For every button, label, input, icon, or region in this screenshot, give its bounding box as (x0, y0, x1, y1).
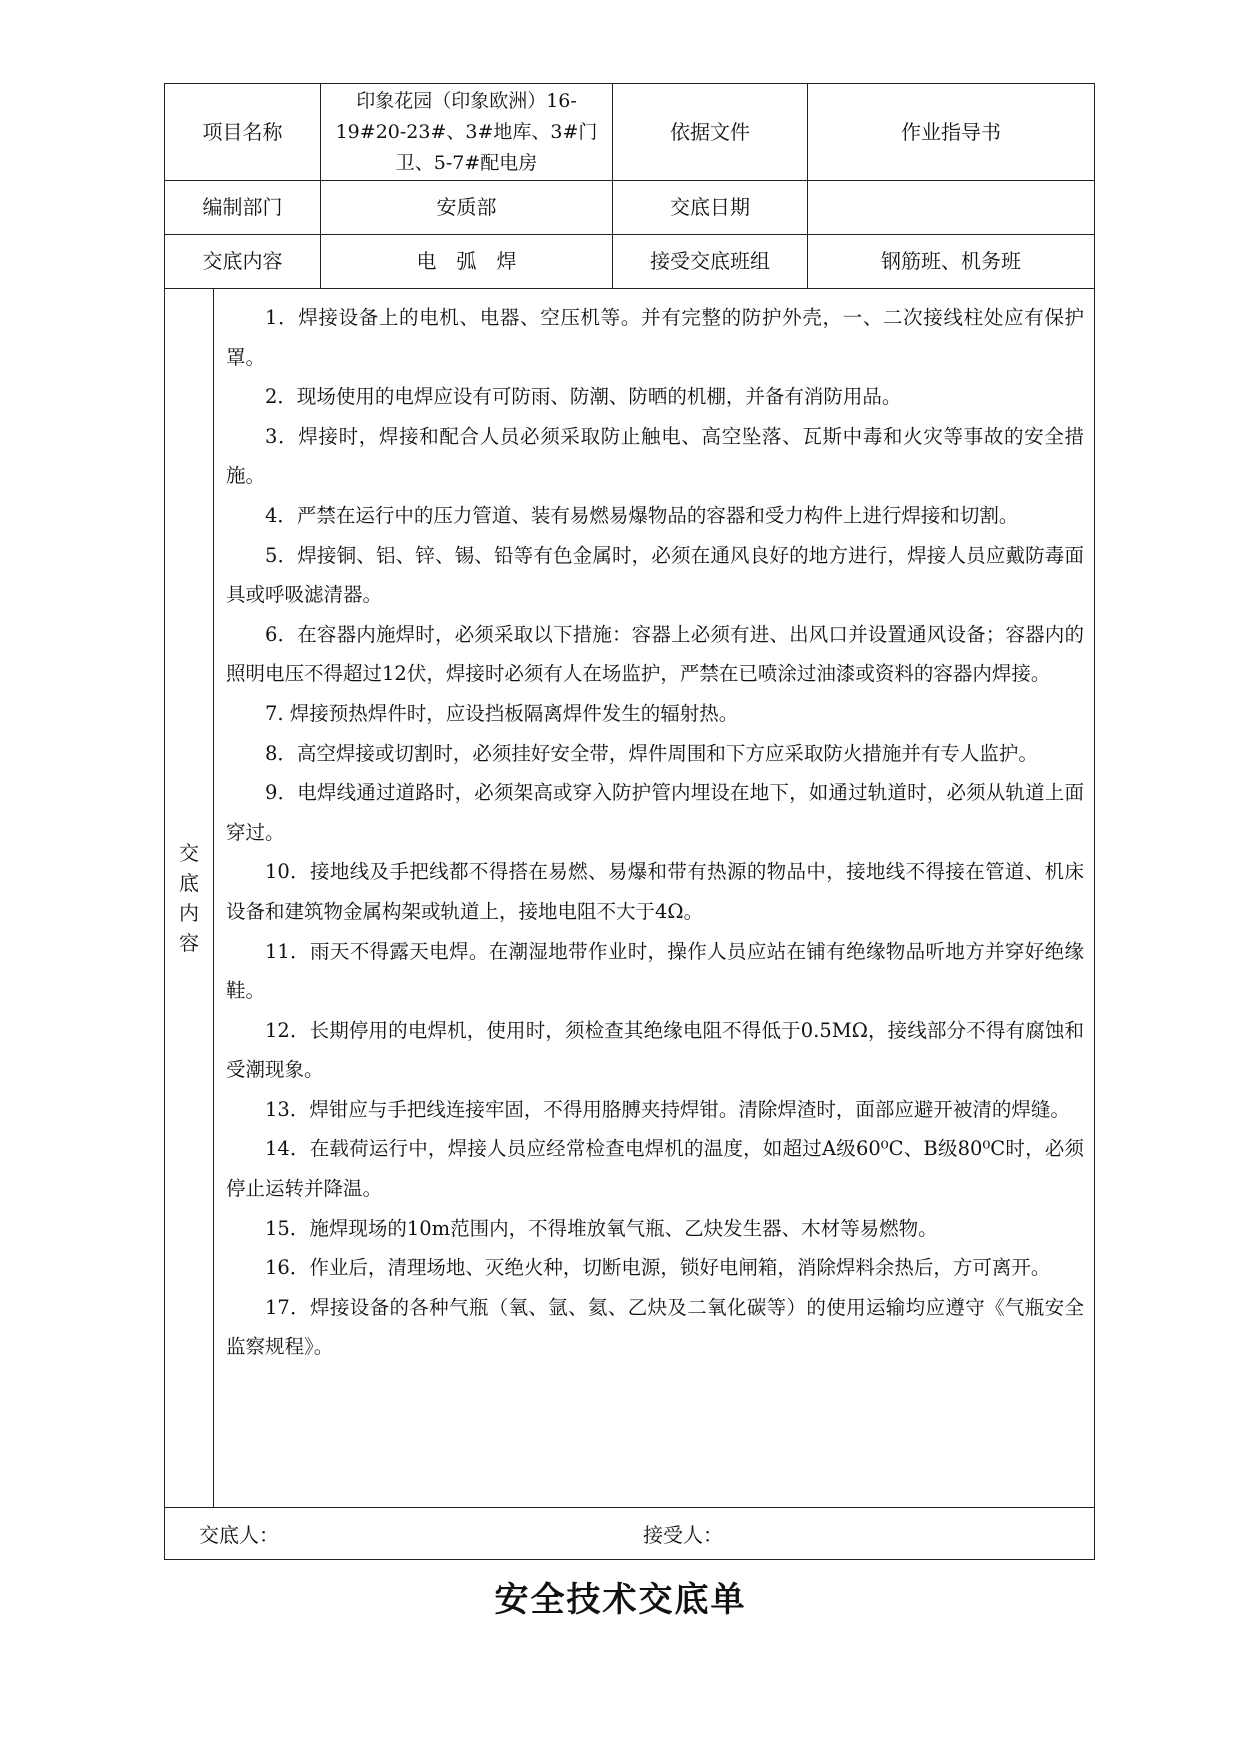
briefing-items (214, 289, 1094, 1507)
header-row-department (165, 181, 1094, 235)
briefing-giver-label: 交底人： (199, 1523, 279, 1547)
briefing-item: 6．在容器内施焊时，必须采取以下措施：容器上必须有进、出风口并设置通风设备；容器内的照明电压不得超过12伏，焊接时必须有人在场监护，严禁在已喷涂过油漆或资料的容器内焊接。 (226, 622, 1084, 686)
body-side-label: 交底内容 (179, 841, 199, 955)
briefing-content-value: 电 弧 焊 (321, 235, 613, 288)
basis-document-value: 作业指导书 (901, 119, 1001, 144)
department-value: 安质部 (321, 181, 613, 234)
briefing-item: 15．施焊现场的10m范围内，不得堆放氧气瓶、乙炔发生器、木材等易燃物。 (265, 1216, 938, 1240)
briefing-item: 9．电焊线通过道路时，必须架高或穿入防护管内埋设在地下，如通过轨道时，必须从轨道上面穿过。 (226, 781, 1084, 844)
briefing-item: 14．在载荷运行中，焊接人员应经常检查电焊机的温度，如超过A级60⁰C、B级80⁰C时，必须停止运转并降温。 (226, 1137, 1084, 1201)
briefing-date-label: 交底日期 (613, 181, 808, 234)
briefing-receiver-label: 接受人： (643, 1523, 723, 1547)
briefing-date-value (808, 181, 1094, 234)
document-title: 安全技术交底单 (494, 1580, 747, 1620)
header-row-content (165, 235, 1094, 289)
project-name-label: 项目名称 (165, 84, 321, 180)
briefing-item: 10．接地线及手把线都不得搭在易燃、易爆和带有热源的物品中，接地线不得接在管道、机床设备和建筑物金属构架或轨道上，接地电阻不大于4Ω。 (226, 860, 1084, 923)
briefing-item: 13．焊钳应与手把线连接牢固，不得用胳膊夹持焊钳。清除焊渣时，面部应避开被清的焊缝。 (265, 1097, 1070, 1121)
header-row-project (165, 84, 1094, 181)
briefing-item: 8．高空焊接或切割时，必须挂好安全带，焊件周围和下方应采取防火措施并有专人监护。 (265, 741, 1038, 765)
briefing-content-label: 交底内容 (165, 235, 321, 288)
briefing-item: 4．严禁在运行中的压力管道、装有易燃易爆物品的容器和受力构件上进行焊接和切割。 (265, 503, 1019, 527)
briefing-item: 3．焊接时，焊接和配合人员必须采取防止触电、高空坠落、瓦斯中毒和火灾等事故的安全措施。 (226, 424, 1084, 488)
signature-row (165, 1508, 1094, 1559)
briefing-body (165, 289, 1094, 1508)
briefing-item: 5．焊接铜、铝、锌、锡、铅等有色金属时，必须在通风良好的地方进行，焊接人员应戴防毒面具或呼吸滤清器。 (226, 543, 1084, 607)
briefing-item: 7. 焊接预热焊件时，应设挡板隔离焊件发生的辐射热。 (265, 701, 739, 725)
receiving-team-value: 钢筋班、机务班 (881, 249, 1021, 273)
department-label: 编制部门 (165, 181, 321, 234)
briefing-item: 17．焊接设备的各种气瓶（氧、氩、氦、乙炔及二氧化碳等）的使用运输均应遵守《气瓶安全监察规程》。 (226, 1295, 1084, 1359)
briefing-item: 12．长期停用的电焊机，使用时，须检查其绝缘电阻不得低于0.5MΩ，接线部分不得有腐蚀和受潮现象。 (226, 1018, 1084, 1082)
body-side-label-cell (165, 289, 214, 1507)
project-name-value: 印象花园（印象欧洲）16-19#20-23#、3#地库、3#门卫、5-7#配电房 (321, 84, 613, 180)
basis-document-label: 依据文件 (613, 84, 808, 180)
briefing-item: 1．焊接设备上的电机、电器、空压机等。并有完整的防护外壳，一、二次接线柱处应有保护罩。 (226, 306, 1084, 369)
receiving-team-label: 接受交底班组 (613, 235, 808, 288)
briefing-item: 2．现场使用的电焊应设有可防雨、防潮、防晒的机棚，并备有消防用品。 (265, 385, 902, 409)
briefing-item: 16．作业后，清理场地、灭绝火种，切断电源，锁好电闸箱，消除焊料余热后，方可离开。 (265, 1256, 1051, 1280)
briefing-item: 11．雨天不得露天电焊。在潮湿地带作业时，操作人员应站在铺有绝缘物品听地方并穿好绝缘鞋。 (226, 939, 1084, 1003)
safety-briefing-table (164, 83, 1095, 1560)
